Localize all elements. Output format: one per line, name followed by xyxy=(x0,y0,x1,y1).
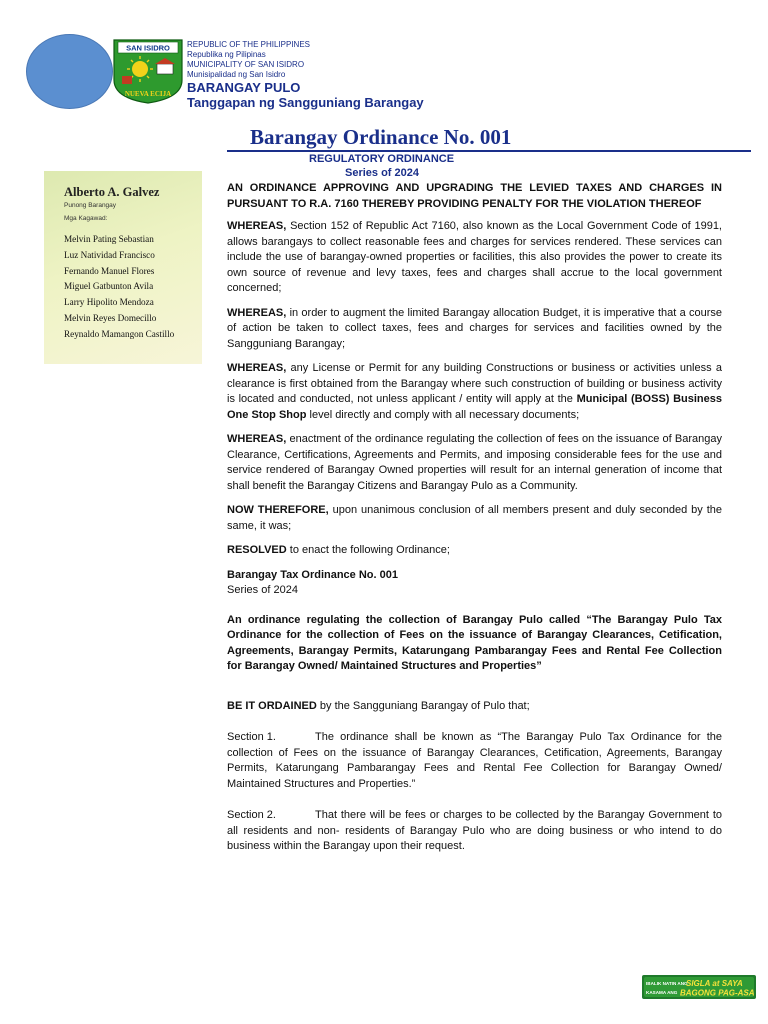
banner-text-1a: IBALIK NATIN ANG xyxy=(646,981,688,986)
whereas-paragraph-2 xyxy=(227,306,722,353)
paragraph-text: Section 152 of Republic Act 7160, also known as the Local Government Code of 1991, allows barangays to collect reasonable fees and charges for services rendered. These services can include the use of barangay-owned properties or facilities, this also provides the power to create its own source of revenue and levy taxes, fees and charges shall accrue to the local government concerned; xyxy=(227,220,722,294)
kagawad-item: Reynaldo Mamangon Castillo xyxy=(64,328,175,339)
section-1-text: The ordinance shall be known as “The Barangay Pulo Tax Ordinance for the collection of Fees on the issuance of Barangay Clearances, Cetification, Agreements, Barangay Permits, Katarungang Pambarangay Fees and Rental Fee Collection for Barangay Owned/ Maintained Structures and Properties.” xyxy=(227,731,722,790)
whereas-label: WHEREAS, xyxy=(227,433,287,445)
punong-barangay-label: Punong Barangay xyxy=(64,202,117,209)
banner-text-1b: SIGLA at SAYA xyxy=(686,979,743,988)
whereas-paragraph-3 xyxy=(227,361,722,423)
banner-text-2a: KASAMA ANG xyxy=(646,990,678,995)
now-therefore-paragraph xyxy=(227,503,722,534)
resolved-label: RESOLVED xyxy=(227,544,287,556)
tax-ordinance-series: Series of 2024 xyxy=(227,584,298,596)
seal-bottom-text: NUEVA ECIJA xyxy=(124,90,172,98)
whereas-label: WHEREAS, xyxy=(227,306,287,319)
whereas-paragraph-4 xyxy=(227,432,722,494)
title-divider xyxy=(227,150,751,152)
paragraph-text: to enact the following Ordinance; xyxy=(286,544,450,556)
document-subtitle: REGULATORY ORDINANCE xyxy=(309,153,455,165)
kagawad-item: Larry Hipolito Mendoza xyxy=(64,297,154,308)
letterhead xyxy=(187,40,424,110)
municipality-line: MUNICIPALITY OF SAN ISIDRO xyxy=(187,60,305,69)
punong-barangay-name: Alberto A. Galvez xyxy=(64,185,160,199)
paragraph-text: any License or Permit for any building Constructions or business or activities unless a clearance is first obtained from the Barangay where such construction of building or business activity is located and conducted, not unless applicant / entity will apply at the xyxy=(227,362,722,405)
munisipalidad-line: Munisipalidad ng San Isidro xyxy=(187,70,286,79)
ordinance-description-text: An ordinance regulating the collection of Barangay Pulo called “The Barangay Pulo Tax Ordinance for the collection of Fees on the issuance of Barangay Clearances, Cetification, Agreements, Barangay Permits, Katarungang Pambarangay Fees and Rental Fee Collection for Barangay Owned/ Maintained Structures and Properties” xyxy=(227,613,722,672)
whereas-label: WHEREAS, xyxy=(227,220,287,232)
kagawad-item: Fernando Manuel Flores xyxy=(64,265,155,276)
seal-top-text: SAN ISIDRO xyxy=(126,43,170,53)
office-name: Tanggapan ng Sangguniang Barangay xyxy=(187,95,424,110)
whereas-label: WHEREAS, xyxy=(227,362,287,374)
kagawad-list xyxy=(64,232,174,343)
document-series: Series of 2024 xyxy=(345,167,419,179)
blue-oval-shape xyxy=(26,34,113,109)
kagawad-item: Melvin Pating Sebastian xyxy=(64,234,154,244)
kagawad-item: Luz Natividad Francisco xyxy=(64,249,155,260)
council-members-panel xyxy=(44,171,202,364)
ordinance-body xyxy=(227,181,722,864)
paragraph-text: upon unanimous conclusion of all members present and duly seconded by the same, it was; xyxy=(227,504,722,532)
whereas-paragraph-1 xyxy=(227,219,722,297)
be-it-ordained-paragraph xyxy=(227,699,722,715)
resolved-paragraph xyxy=(227,543,722,559)
boss-emphasis: Municipal (BOSS) Business One Stop Shop xyxy=(227,393,722,421)
paragraph-text: level directly and comply with all necessary documents; xyxy=(306,408,580,421)
tax-ordinance-number xyxy=(227,568,722,599)
section-2-text: That there will be fees or charges to be collected by the Barangay Government to all residents and non- residents of Barangay Pulo who are doing business or who intend to do business within the Barangay upon their request. xyxy=(227,809,722,852)
section-1 xyxy=(227,730,722,792)
section-2-label: Section 2. xyxy=(227,809,276,821)
be-it-ordained-label: BE IT ORDAINED xyxy=(227,699,317,712)
ordinance-description xyxy=(227,613,722,675)
document-title: Barangay Ordinance No. 001 xyxy=(250,125,512,149)
paragraph-text: by the Sangguniang Barangay of Pulo that; xyxy=(316,699,530,712)
kagawad-label: Mga Kagawad: xyxy=(64,215,108,222)
section-1-label: Section 1. xyxy=(227,731,276,743)
kagawad-item: Melvin Reyes Domecillo xyxy=(64,312,157,323)
republika-line: Republika ng Pilipinas xyxy=(187,50,266,59)
now-therefore-label: NOW THEREFORE, xyxy=(227,504,329,516)
section-2 xyxy=(227,808,722,855)
banner-text-2b: BAGONG PAG-ASA xyxy=(680,988,755,998)
barangay-name: BARANGAY PULO xyxy=(187,80,301,95)
kagawad-item: Miguel Gatbunton Avila xyxy=(64,281,154,292)
paragraph-text: enactment of the ordinance regulating the collection of fees on the issuance of Barangay Clearance, Certifications, Agreements and Permits, and imposing considerable fees for the use and service rendered of Barangay Owned properties will result for an internal generation of income that shall benefit the Barangay Citizens and Barangay Pulo as a Community. xyxy=(227,433,722,492)
paragraph-text: in order to augment the limited Barangay allocation Budget, it is imperative that a course of action be taken to collect taxes, fees and charges for services and facilities owned by the Sangguniang Barangay; xyxy=(227,306,722,350)
republic-line: REPUBLIC OF THE PHILIPPINES xyxy=(187,40,310,49)
ordinance-heading: AN ORDINANCE APPROVING AND UPGRADING THE LEVIED TAXES AND CHARGES IN PURSUANT TO R.A. 7160 THEREBY PROVIDING PENALTY FOR THE VIOLATION THEREOF xyxy=(227,182,722,210)
barangay-seal-logo xyxy=(110,36,186,104)
tax-ordinance-title: Barangay Tax Ordinance No. 001 xyxy=(227,568,398,581)
sigla-at-saya-banner-logo xyxy=(642,975,756,999)
